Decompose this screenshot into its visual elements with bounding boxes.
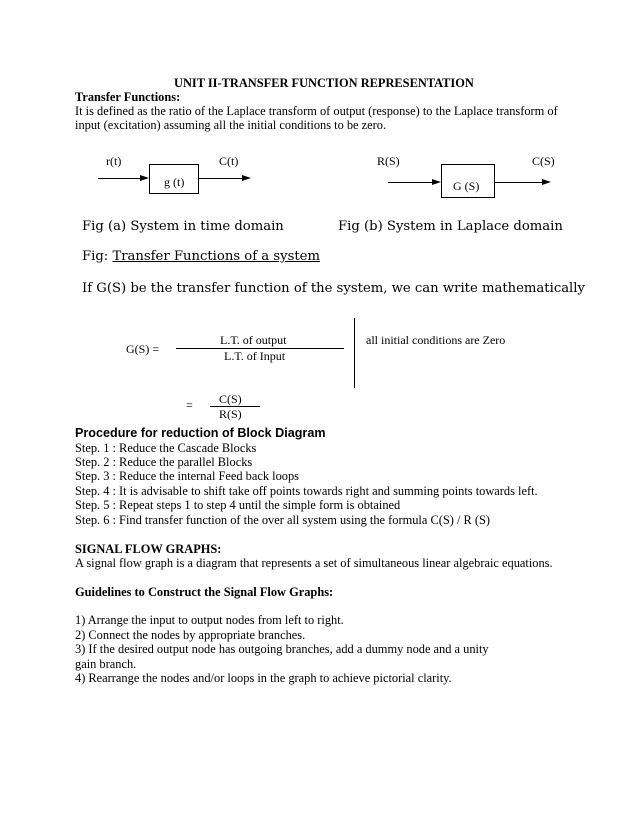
formula-equals: = [186,398,193,412]
sfg-definition: A signal flow graph is a diagram that represents a set of simultaneous linear algebraic equations. [75,556,553,570]
fig-b-block-label: G (S) [453,179,480,193]
formula-lhs: G(S) = [126,342,160,356]
fig-a-block [149,164,199,194]
sfg-title: SIGNAL FLOW GRAPHS: [75,542,222,556]
guideline-item: gain branch. [75,657,137,671]
fig-a-block-label: g (t) [164,175,185,189]
procedure-step: Step. 5 : Repeat steps 1 to step 4 until the simple form is obtained [75,498,401,512]
figure-caption-prefix: Fig: [82,249,113,264]
fig-b-block [441,164,495,198]
fig-a-output-label: C(t) [219,154,239,168]
guideline-item: 1) Arrange the input to output nodes from left to right. [75,613,344,627]
transfer-function-statement: If G(S) be the transfer function of the system, we can write mathematically [82,281,585,296]
fig-b-input-line [388,182,432,183]
formula-condition-bar [354,318,355,388]
procedure-step: Step. 6 : Find transfer function of the over all system using the formula C(S) / R (S) [75,513,491,527]
formula-denominator-1: L.T. of Input [224,349,286,363]
fig-b-caption: Fig (b) System in Laplace domain [338,219,563,234]
guideline-item: 4) Rearrange the nodes and/or loops in the graph to achieve pictorial clarity. [75,671,452,685]
transfer-functions-title: Transfer Functions: [75,90,181,104]
fig-a-caption: Fig (a) System in time domain [82,219,284,234]
formula-condition: all initial conditions are Zero [366,333,506,347]
procedure-step: Step. 1 : Reduce the Cascade Blocks [75,441,257,455]
procedure-step: Step. 4 : It is advisable to shift take off points towards right and summing points towards left. [75,484,538,498]
fig-a-input-line [98,178,140,179]
fig-b-input-arrow [432,179,441,185]
fig-b-output-arrow [542,179,551,185]
formula-numerator-1: L.T. of output [220,333,287,347]
guideline-item: 3) If the desired output node has outgoing branches, add a dummy node and a unity [75,642,489,656]
fig-a-output-arrow [242,175,251,181]
figure-caption [82,249,320,264]
procedure-step: Step. 3 : Reduce the internal Feed back loops [75,469,300,483]
fig-b-output-label: C(S) [532,154,555,168]
fig-b-output-line [494,182,542,183]
fig-a-input-arrow [140,175,149,181]
fig-a-output-line [198,178,242,179]
definition-line-1: It is defined as the ratio of the Laplace transform of output (response) to the Laplace transform of [75,104,558,118]
page-heading: UNIT II-TRANSFER FUNCTION REPRESENTATION [174,76,474,90]
definition-line-2: input (excitation) assuming all the initial conditions to be zero. [75,118,387,132]
procedure-step: Step. 2 : Reduce the parallel Blocks [75,455,253,469]
fig-b-input-label: R(S) [377,154,400,168]
formula-numerator-2: C(S) [219,392,242,406]
formula-denominator-2: R(S) [219,407,242,421]
guideline-item: 2) Connect the nodes by appropriate branches. [75,628,306,642]
guidelines-title: Guidelines to Construct the Signal Flow Graphs: [75,585,334,599]
fig-a-input-label: r(t) [106,154,122,168]
figure-caption-title: Transfer Functions of a system [112,249,320,264]
procedure-title: Procedure for reduction of Block Diagram [75,426,326,440]
